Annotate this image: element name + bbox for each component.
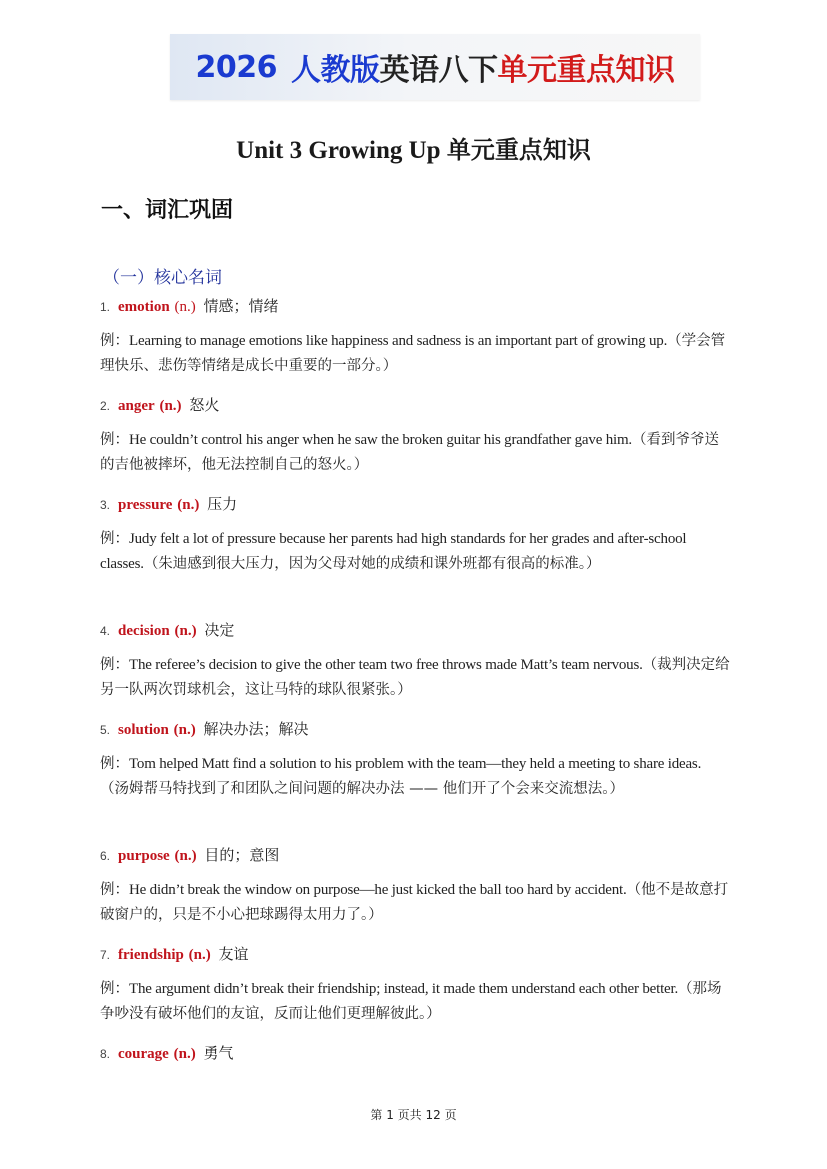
term-meaning: 决定 [204, 621, 235, 639]
vocab-entry [100, 842, 730, 941]
example-sentence [100, 329, 730, 379]
example-cn: （看到爷爷送的吉他被摔坏，他无法控制自己的怒火。） [100, 432, 719, 473]
example-en: The referee’s decision to give the other team two free throws made Matt’s team nervous. [129, 657, 643, 673]
example-label: 例： [100, 981, 129, 997]
term-word: anger [118, 398, 155, 414]
term-line [100, 617, 730, 643]
term-word: emotion [118, 299, 170, 315]
example-cn: （他不是故意打破窗户的，只是不小心把球踢得太用力了。） [100, 882, 729, 923]
term-meaning: 怒火 [189, 396, 220, 414]
example-en: He couldn’t control his anger when he saw the broken guitar his grandfather gave him. [129, 432, 632, 448]
example-cn: （朱迪感到很大压力，因为父母对她的成绩和课外班都有很高的标准。） [143, 556, 601, 572]
entry-number: 4. [100, 624, 111, 638]
example-en: Learning to manage emotions like happiness and sadness is an important part of growing up. [129, 333, 668, 349]
banner-publisher: 人教版 [291, 53, 380, 88]
subsection-heading: （一）核心名词 [103, 268, 222, 288]
example-cn: （学会管理快乐、悲伤等情绪是成长中重要的一部分。） [100, 333, 726, 374]
vocab-list [100, 293, 730, 1066]
vocab-entry [100, 617, 730, 716]
term-meaning: 目的；意图 [204, 846, 280, 864]
example-sentence [100, 653, 730, 703]
vocab-entry [100, 1040, 730, 1066]
entry-number: 8. [100, 1047, 111, 1061]
section-heading: 一、词汇巩固 [101, 198, 234, 223]
entry-number: 2. [100, 399, 111, 413]
vocab-entry [100, 491, 730, 617]
example-label: 例： [100, 657, 129, 673]
term-line [100, 293, 730, 319]
example-label: 例： [100, 756, 129, 772]
example-cn: （汤姆帮马特找到了和团队之间问题的解决办法 —— 他们开了个会来交流想法。） [100, 781, 624, 797]
term-line [100, 716, 730, 742]
part-of-speech: (n.) [174, 848, 197, 864]
part-of-speech: (n.) [177, 497, 200, 513]
part-of-speech: (n.) [188, 947, 211, 963]
entry-number: 6. [100, 849, 111, 863]
term-word: friendship [118, 947, 184, 963]
term-line [100, 1040, 730, 1066]
banner-subject: 英语八下 [379, 53, 498, 88]
example-cn: （裁判决定给另一队两次罚球机会，这让马特的球队很紧张。） [100, 657, 730, 698]
example-sentence [100, 527, 730, 577]
page-title-cn: 单元重点知识 [446, 136, 591, 164]
part-of-speech: (n.) [173, 722, 196, 738]
page-footer: 第 1 页共 12 页 [370, 1108, 457, 1122]
term-meaning: 友谊 [218, 945, 249, 963]
term-line [100, 941, 730, 967]
term-word: purpose [118, 848, 170, 864]
example-sentence [100, 977, 730, 1027]
part-of-speech: (n.) [174, 299, 196, 315]
example-label: 例： [100, 432, 129, 448]
part-of-speech: (n.) [174, 623, 197, 639]
example-sentence [100, 428, 730, 478]
example-en: Tom helped Matt find a solution to his problem with the team—they held a meeting to share ideas. [129, 756, 702, 772]
term-meaning: 勇气 [203, 1044, 234, 1062]
entry-number: 7. [100, 948, 111, 962]
term-line [100, 491, 730, 517]
vocab-entry [100, 716, 730, 842]
example-label: 例： [100, 531, 129, 547]
entry-number: 3. [100, 498, 111, 512]
title-banner [170, 34, 700, 100]
example-label: 例： [100, 333, 129, 349]
example-sentence [100, 752, 730, 802]
term-meaning: 压力 [207, 495, 238, 513]
page-title [0, 130, 827, 165]
example-cn: （那场争吵没有破坏他们的友谊，反而让他们更理解彼此。） [100, 981, 722, 1022]
term-meaning: 解决办法；解决 [203, 720, 309, 738]
term-line [100, 842, 730, 868]
term-word: courage [118, 1046, 169, 1062]
term-word: solution [118, 722, 169, 738]
term-word: pressure [118, 497, 173, 513]
term-word: decision [118, 623, 170, 639]
part-of-speech: (n.) [173, 1046, 196, 1062]
term-line [100, 392, 730, 418]
example-en: He didn’t break the window on purpose—he just kicked the ball too hard by accident. [129, 882, 627, 898]
banner-unit-title: 单元重点知识 [497, 53, 675, 88]
vocab-entry [100, 941, 730, 1040]
example-en: The argument didn’t break their friendship; instead, it made them understand each other better. [129, 981, 679, 997]
example-en: Judy felt a lot of pressure because her parents had high standards for her grades and after-school classes. [100, 531, 687, 572]
part-of-speech: (n.) [159, 398, 182, 414]
example-label: 例： [100, 882, 129, 898]
example-sentence [100, 878, 730, 928]
term-meaning: 情感；情绪 [203, 297, 279, 315]
page-title-en: Unit 3 Growing Up [236, 137, 441, 164]
vocab-entry [100, 293, 730, 392]
vocab-entry [100, 392, 730, 491]
entry-number: 5. [100, 723, 111, 737]
entry-number: 1. [100, 300, 111, 314]
banner-year: 2026 [195, 49, 277, 85]
